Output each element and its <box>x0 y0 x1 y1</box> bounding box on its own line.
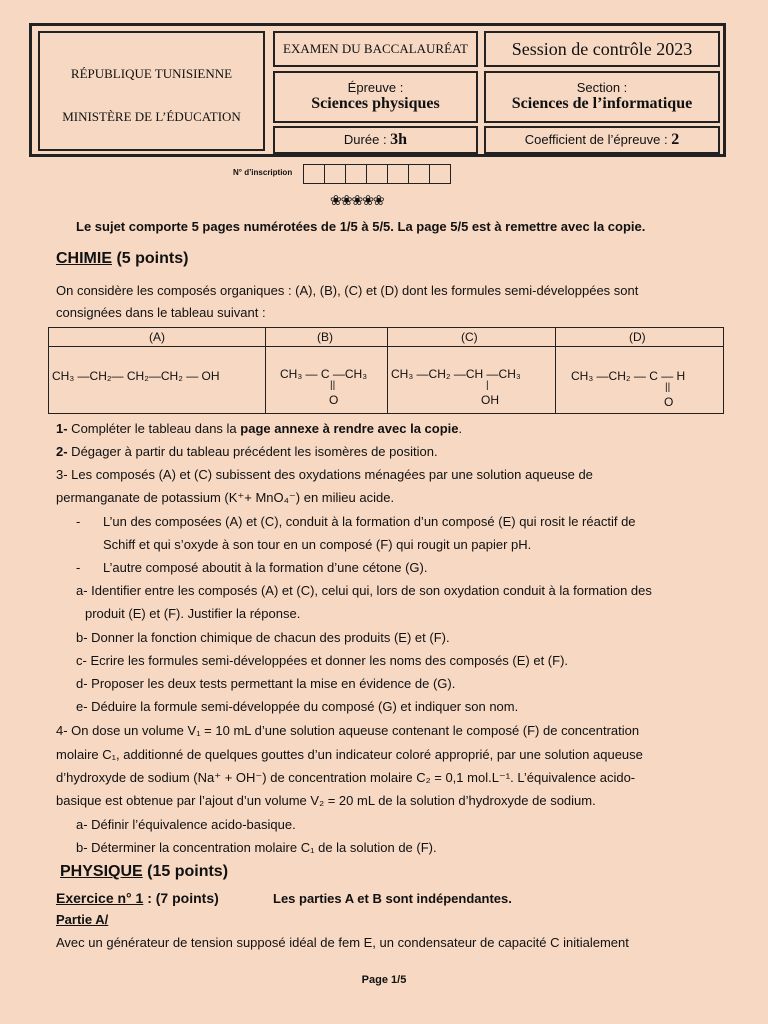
question-1: 1- Compléter le tableau dans la page annexe à rendre avec la copie. <box>56 421 463 436</box>
exam-name: EXAMEN DU BACCALAURÉAT <box>273 31 478 67</box>
ministry-label: MINISTÈRE DE L’ÉDUCATION <box>62 109 241 124</box>
coef-box <box>484 126 720 154</box>
intro-note: Le sujet comporte 5 pages numérotées de 1/5 à 5/5. La page 5/5 est à remettre avec la copie. <box>76 219 646 234</box>
table-header-c: (C) <box>461 330 478 344</box>
formula-b-sub: O <box>329 393 339 407</box>
bullet-1-line-1: L’un des composées (A) et (C), conduit à la formation d’un composé (E) qui rosit le réactif de <box>103 514 636 529</box>
question-4-line-1: 4- On dose un volume V₁ = 10 mL d’une solution aqueuse contenant le composé (F) de concentration <box>56 723 640 738</box>
table-header-d: (D) <box>629 330 646 344</box>
formula-b: CH₃ — C —CH₃ <box>280 367 368 381</box>
epreuve-box <box>273 71 478 123</box>
question-4-line-3: d’hydroxyde de sodium (Na⁺ + OH⁻) de concentration molaire C₂ = 0,1 mol.L⁻¹. L’équivalence acido- <box>56 770 636 785</box>
inscription-digit-box[interactable] <box>345 164 367 184</box>
formula-d-bond: || <box>665 382 671 393</box>
formula-c-sub: OH <box>481 393 499 407</box>
question-2: 2- Dégager à partir du tableau précédent les isomères de position. <box>56 444 438 459</box>
section-box <box>484 71 720 123</box>
physique-title: PHYSIQUE (15 points) <box>60 863 229 880</box>
inscription-boxes[interactable] <box>304 164 451 184</box>
inscription-digit-box[interactable] <box>303 164 325 184</box>
bullet-dash: - <box>76 560 81 575</box>
inscription-label: N° d’inscription <box>233 168 293 177</box>
inscription-digit-box[interactable] <box>408 164 430 184</box>
chimie-title: CHIMIE (5 points) <box>56 250 189 267</box>
question-4a: a- Définir l’équivalence acido-basique. <box>76 817 296 832</box>
table-header-b: (B) <box>317 330 333 344</box>
bullet-dash: - <box>76 514 81 529</box>
inscription-digit-box[interactable] <box>387 164 409 184</box>
session-label: Session de contrôle 2023 <box>484 31 720 67</box>
table-header-a: (A) <box>149 330 165 344</box>
epreuve-value: Sciences physiques <box>311 95 440 112</box>
duree-value: 3h <box>390 131 408 148</box>
duree-label: Durée : <box>343 132 391 147</box>
question-4-line-4: basique est obtenue par l’ajout d’un volume V₂ = 20 mL de la solution d’hydroxyde de sodium. <box>56 793 596 808</box>
formula-c: CH₃ —CH₂ —CH —CH₃ <box>391 367 521 381</box>
institution-box <box>38 31 265 151</box>
partie-a-text: Avec un générateur de tension supposé idéal de fem E, un condensateur de capacité C initialement <box>56 935 629 950</box>
inscription-digit-box[interactable] <box>429 164 451 184</box>
coef-value: 2 <box>671 131 680 148</box>
question-4-line-2: molaire C₁, additionné de quelques gouttes d’un indicateur coloré approprié, par une solution aqueuse <box>56 747 643 762</box>
exercise-1-title: Exercice n° 1 : (7 points) <box>56 890 219 906</box>
formula-d: CH₃ —CH₂ — C — H <box>571 369 686 383</box>
formula-a: CH₃ —CH₂— CH₂—CH₂ — OH <box>52 369 220 383</box>
republic-label: RÉPUBLIQUE TUNISIENNE <box>70 66 233 81</box>
question-3a-line-2: produit (E) et (F). Justifier la réponse. <box>85 606 301 621</box>
partie-a-label: Partie A/ <box>56 912 109 927</box>
question-3-line-2: permanganate de potassium (K⁺+ MnO₄⁻) en milieu acide. <box>56 490 395 505</box>
formula-d-sub: O <box>664 395 674 409</box>
exam-header <box>29 23 726 157</box>
question-4b: b- Déterminer la concentration molaire C₁ de la solution de (F). <box>76 840 437 855</box>
inscription-digit-box[interactable] <box>324 164 346 184</box>
section-value: Sciences de l’informatique <box>511 95 693 112</box>
decoration-flowers: ❀❀❀❀❀ <box>330 192 384 208</box>
formula-c-bond: | <box>486 380 489 391</box>
section-label: Section : <box>576 80 628 95</box>
question-3c: c- Ecrire les formules semi-développées et donner les noms des composés (E) et (F). <box>76 653 569 668</box>
epreuve-label: Épreuve : <box>347 80 404 95</box>
bullet-2: L’autre composé aboutit à la formation d’une cétone (G). <box>103 560 428 575</box>
question-3d: d- Proposer les deux tests permettant la mise en évidence de (G). <box>76 676 456 691</box>
bullet-1-line-2: Schiff et qui s’oxyde à son tour en un composé (F) qui rougit un papier pH. <box>103 537 532 552</box>
question-3e: e- Déduire la formule semi-développée du composé (G) et indiquer son nom. <box>76 699 519 714</box>
page-number: Page 1/5 <box>361 974 407 986</box>
compounds-table <box>48 327 724 414</box>
chimie-intro-1: On considère les composés organiques : (A), (B), (C) et (D) dont les formules semi-développées sont <box>56 283 639 298</box>
question-3a-line-1: a- Identifier entre les composés (A) et (C), celui qui, lors de son oxydation conduit à la formation des <box>76 583 652 598</box>
formula-b-bond: || <box>330 380 336 391</box>
duree-box <box>273 126 478 154</box>
question-3b: b- Donner la fonction chimique de chacun des produits (E) et (F). <box>76 630 450 645</box>
exercise-1-note: Les parties A et B sont indépendantes. <box>273 891 512 906</box>
question-3-line-1: 3- Les composés (A) et (C) subissent des oxydations ménagées par une solution aqueuse de <box>56 467 593 482</box>
chimie-intro-2: consignées dans le tableau suivant : <box>56 305 266 320</box>
coef-label: Coefficient de l’épreuve : <box>524 132 672 147</box>
inscription-digit-box[interactable] <box>366 164 388 184</box>
